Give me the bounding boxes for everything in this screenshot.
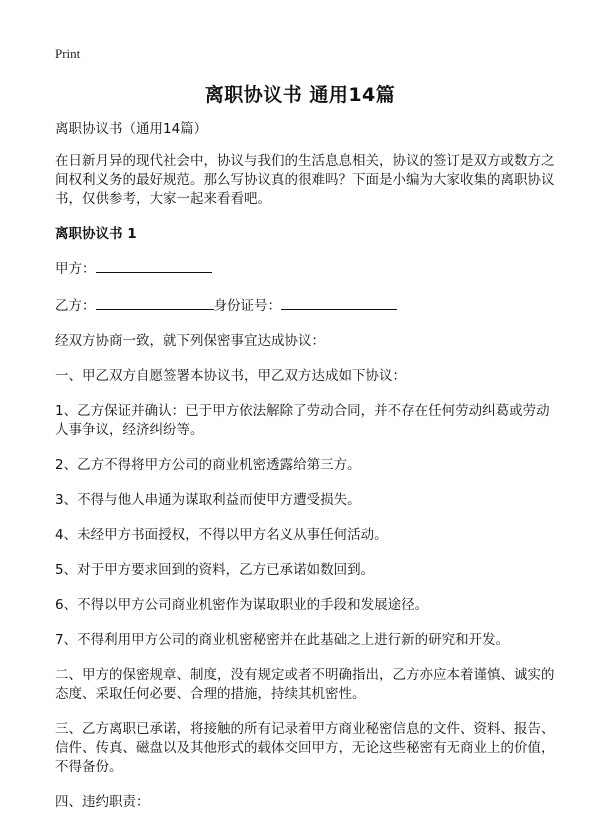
id-label: 身份证号：	[213, 298, 281, 314]
party-a-line	[55, 258, 555, 279]
section-title: 离职协议书 1	[55, 226, 137, 242]
consensus-paragraph: 经双方协商一致，就下列保密事宜达成协议：	[55, 333, 325, 349]
party-b-blank	[96, 295, 214, 310]
list-item: 7、不得利用甲方公司的商业机密秘密并在此基础之上进行新的研究和开发。	[55, 632, 510, 648]
party-b-line	[55, 295, 555, 316]
list-item: 4、未经甲方书面授权，不得以甲方名义从事任何活动。	[55, 527, 388, 543]
list-item: 6、不得以甲方公司商业机密作为谋取职业的手段和发展途径。	[55, 597, 429, 613]
list-item: 5、对于甲方要求回到的资料，乙方已承诺如数回到。	[55, 562, 375, 578]
clause-3: 三、乙方离职已承诺，将接触的所有记录着甲方商业秘密信息的文件、资料、报告、信件、传真、磁盘以及其他形式的载体交回甲方，无论这些秘密有无商业上的价值，不得备份。	[55, 721, 555, 775]
document-title: 离职协议书 通用14篇	[204, 84, 396, 106]
intro-paragraph: 在日新月异的现代社会中，协议与我们的生活息息相关，协议的签订是双方或数方之间权利义务的最好规范。那么写协议真的很难吗？下面是小编为大家收集的离职协议书，仅供参考，大家一起来看看吧。	[55, 153, 555, 207]
list-item: 3、不得与他人串通为谋取利益而使甲方遭受损失。	[55, 492, 361, 508]
list-item: 2、乙方不得将甲方公司的商业机密透露给第三方。	[55, 457, 361, 473]
clause-1: 一、甲乙双方自愿签署本协议书，甲乙双方达成如下协议：	[55, 368, 406, 384]
id-blank	[281, 295, 397, 310]
print-link[interactable]: Print	[55, 46, 81, 61]
clause-4: 四、违约职责：	[55, 794, 150, 810]
list-item: 1、乙方保证并确认：已于甲方依法解除了劳动合同，并不存在任何劳动纠葛或劳动人事争议，经济纠纷等。	[55, 403, 550, 438]
party-a-label: 甲方：	[55, 261, 96, 277]
party-b-label: 乙方：	[55, 298, 96, 314]
clause-2: 二、甲方的保密规章、制度，没有规定或者不明确指出，乙方亦应本着谨慎、诚实的 态度、采取任何必要、合理的措施，持续其机密性。	[55, 667, 555, 702]
document-body	[55, 120, 555, 826]
party-a-blank	[96, 258, 212, 273]
document-subtitle: 离职协议书（通用14篇）	[55, 121, 208, 137]
